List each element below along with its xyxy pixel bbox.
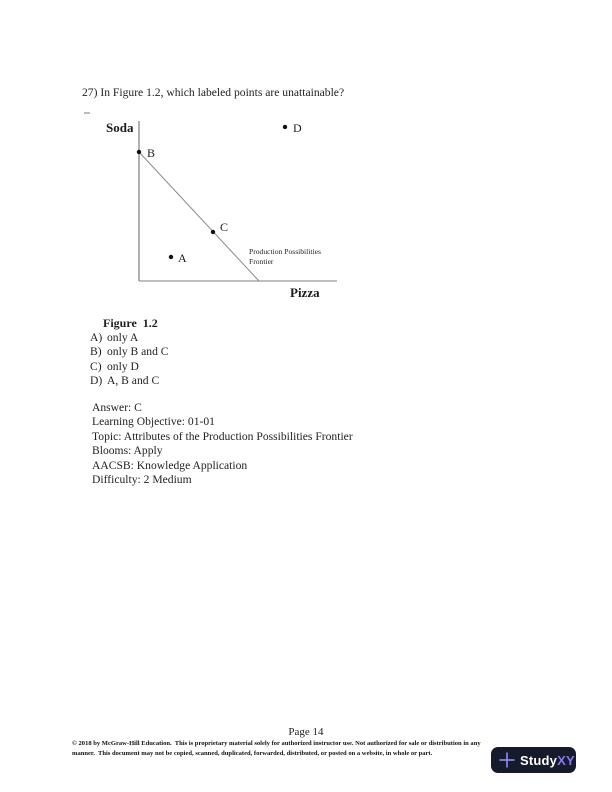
- difficulty-line: Difficulty: 2 Medium: [92, 473, 192, 487]
- option-d-letter: D): [90, 373, 103, 387]
- option-a-text: only A: [107, 331, 139, 344]
- option-a-letter: A): [90, 331, 103, 344]
- ppf-figure: [100, 115, 345, 305]
- learning-objective-line: Learning Objective: 01-01: [92, 415, 215, 429]
- point-b-label: B: [147, 146, 156, 160]
- frontier-annotation-line1: Production Possibilities: [249, 247, 321, 256]
- answer-line: Answer: C: [92, 401, 142, 414]
- blooms-line: Blooms: Apply: [92, 444, 163, 458]
- figure-caption: Figure 1.2: [103, 316, 158, 330]
- brand-name-primary: Study: [520, 752, 558, 768]
- answer-options: [90, 331, 169, 388]
- option-c: [90, 360, 169, 374]
- y-axis-label: Soda: [106, 120, 134, 135]
- copyright-line-1: © 2018 by McGraw-Hill Education. This is proprietary material solely for authorized instructor use. Not authorized for sale or distribution in any: [72, 740, 481, 747]
- ppf-figure-canvas: [100, 115, 345, 305]
- question-body: In Figure 1.2, which labeled points are unattainable?: [100, 86, 345, 99]
- question-metadata: [92, 401, 353, 487]
- aacsb-line: AACSB: Knowledge Application: [92, 458, 248, 472]
- scan-artifact-dash: [84, 112, 90, 114]
- point-d-dot: [283, 125, 287, 129]
- option-d-text: A, B and C: [107, 373, 160, 387]
- brand-name-accent: XY: [557, 752, 575, 768]
- page-number: Page 14: [288, 726, 324, 738]
- point-c-label: C: [220, 220, 229, 234]
- option-c-letter: C): [90, 359, 102, 373]
- option-b: [90, 345, 169, 359]
- option-c-text: only D: [107, 359, 139, 373]
- plus-icon: [497, 750, 517, 770]
- copyright-notice: [72, 739, 542, 758]
- brand-wordmark: [520, 753, 575, 768]
- question-number: 27): [82, 86, 98, 99]
- point-d-label: D: [293, 121, 302, 135]
- copyright-line-2: manner. This document may not be copied, scanned, duplicated, forwarded, distributed, or posted on a website, in whole or part.: [72, 749, 433, 757]
- option-a: [90, 331, 169, 345]
- frontier-annotation-line2: Frontier: [249, 257, 274, 266]
- point-a-dot: [169, 255, 173, 259]
- option-b-text: only B and C: [107, 345, 169, 359]
- x-axis-label: Pizza: [290, 285, 320, 300]
- point-b-dot: [137, 150, 141, 154]
- point-a-label: A: [178, 251, 187, 265]
- option-b-letter: B): [90, 345, 102, 359]
- option-d: [90, 374, 169, 388]
- point-c-dot: [211, 230, 215, 234]
- topic-line: Topic: Attributes of the Production Possibilities Frontier: [92, 429, 353, 443]
- question-text: [82, 86, 344, 99]
- studyxy-watermark-badge: [491, 747, 576, 773]
- frontier-line: [139, 152, 259, 281]
